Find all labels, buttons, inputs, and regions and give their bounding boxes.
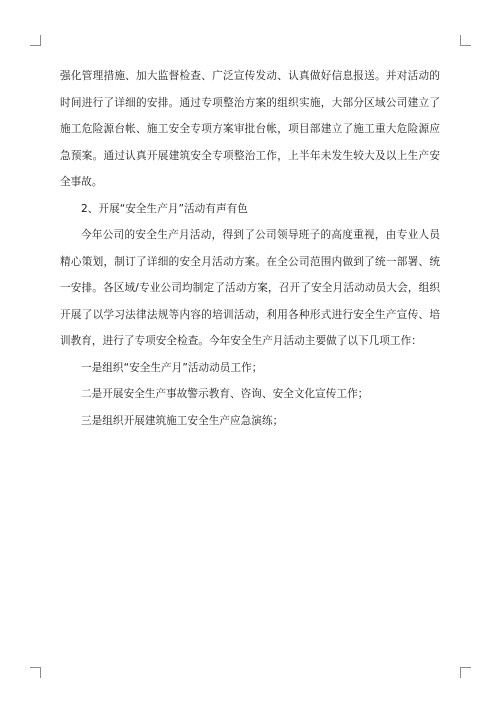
crop-mark-bottom-right <box>460 667 471 678</box>
paragraph-continuation: 强化管理措施、加大监督检查、广泛宣传发动、认真做好信息报送。并对活动的时间进行了详细的安排。通过专项整治方案的组织实施，大部分区域公司建立了施工危险源台帐、施工安全专项方案审批台帐，项目部建立了施工重大危险源应急预案。通过认真开展建筑安全专项整治工作，上半年未发生较大及以上生产安全事故。 <box>60 70 440 188</box>
section-heading: 2、开展“安全生产月”活动有声有色 <box>81 202 248 215</box>
crop-mark-top-right <box>460 35 471 46</box>
list-item: 一是组织“安全生产月”活动动员工作； <box>81 361 263 374</box>
document-body <box>60 63 440 434</box>
crop-mark-bottom-left <box>30 667 41 678</box>
crop-mark-top-left <box>30 35 41 46</box>
list-item: 三是组织开展建筑施工安全生产应急演练； <box>81 414 284 427</box>
paragraph-safety-month: 今年公司的安全生产月活动，得到了公司领导班子的高度重视，由专业人员精心策划，制订了详细的安全月活动方案。在全公司范围内做到了统一部署、统一安排。各区域/专业公司均制定了活动方案，召开了安全月活动动员大会，组织开展了以学习法律法规等内容的培训活动，利用各种形式进行安全生产宣传、培训教育，进行了专项安全检查。今年安全生产月活动主要做了以下几项工作： <box>60 229 440 347</box>
list-item: 二是开展安全生产事故警示教育、咨询、安全文化宣传工作； <box>81 388 369 400</box>
